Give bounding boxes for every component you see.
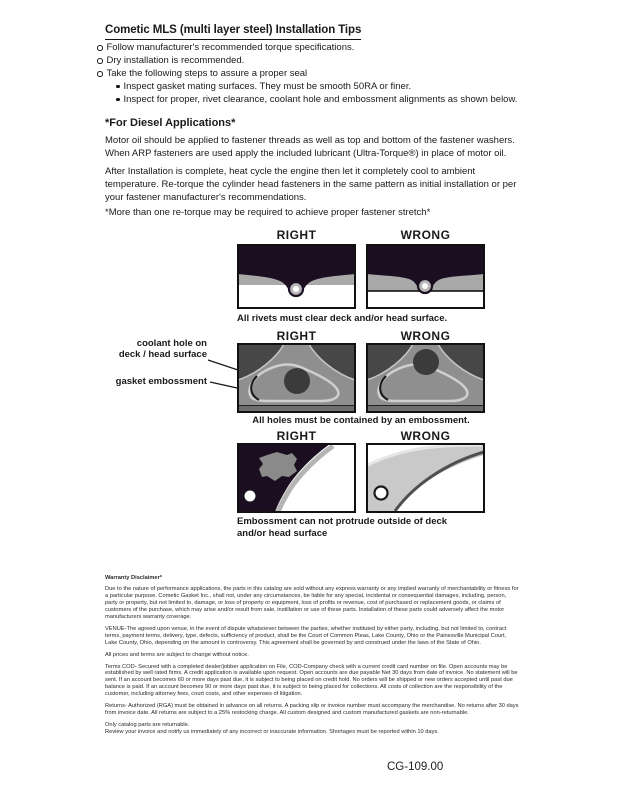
row2-wrong-header: WRONG — [400, 329, 451, 343]
row1-wrong-header: WRONG — [400, 228, 451, 242]
protrusion-wrong-diagram — [366, 443, 485, 513]
bullet-text: Take the following steps to assure a proper seal — [106, 68, 308, 79]
row1-caption: All rivets must clear deck and/or head surface. — [237, 313, 448, 324]
row2-right-header: RIGHT — [276, 329, 317, 343]
caption-line: Embossment can not protrude outside of deck — [237, 516, 448, 527]
page-title: Cometic MLS (multi layer steel) Installation Tips — [105, 24, 361, 40]
bullet-text: Inspect for proper, rivet clearance, coolant hole and embossment alignments as shown below. — [123, 94, 518, 105]
open-bullet-icon — [97, 45, 103, 51]
bullet-text: Inspect gasket mating surfaces. They must be smooth 50RA or finer. — [123, 81, 412, 92]
row3-wrong-header: WRONG — [400, 429, 451, 443]
warranty-body: Due to the nature of performance applications, the parts in this catalog are sold without any express warranty or any implied warranty of merchantability or fitness for a particular purpose. Cometic Gasket Inc., shall not, under any circumstances, be liable for any special, incidental or consequential damages, including, person, party or property, but not limited to, damage, or loss of property or equipment, loss of profits or revenue, cost of purchased or replacement goods, or claims of customers of the purchase, which may arise and/or result from sale, instillation or use of these parts. Installation of these parts could adversely affect the motor manufacturers warranty coverage. — [105, 586, 519, 621]
diesel-paragraph-1: Motor oil should be applied to fastener threads as well as top and bottom of the fastener washers. When ARP fasteners are used apply the included lubricant (Ultra-Torque®) in place of motor oil. — [105, 135, 515, 159]
filled-bullet-icon — [116, 85, 120, 89]
list-item — [97, 54, 537, 67]
review-line: Review your invoice and notify us immediately of any incorrect or inaccurate information. Shortages must be reported within 10 days. — [105, 728, 439, 735]
tips-list — [97, 41, 537, 106]
warranty-heading: Warranty Disclaimer* — [105, 575, 163, 581]
list-item — [97, 41, 537, 54]
terms-cod-paragraph: Terms COD- Secured with a completed dealer/jobber application on File, COD-Company check with a current credit card number on file. Open accounts may be established by well rated firms. A credit application is available upon request. Open accounts are due payable Net 30 days from date of invoice. No statement will be sent. If an account becomes 60 or more days past due, it is subject to being placed on credit hold. No orders will be shipped or new orders accepted until past due balance is paid. If an account becomes 90 or more days past due, it is subject to being placed for collections. All costs of collection are the responsibility of the customer, including attorney fees, court costs, and other expenses of litigation. — [105, 663, 518, 698]
row2-caption: All holes must be contained by an embossment. — [252, 415, 470, 426]
callout-line: deck / head surface — [118, 348, 207, 360]
list-item — [116, 93, 537, 106]
list-item — [97, 67, 537, 80]
coolant-hole-callout — [100, 339, 207, 360]
legal-section — [105, 575, 519, 741]
venue-paragraph: VENUE-The agreed upon venue, in the event of dispute whatsoever between the parties, whether instituted by either party, including, but not limited to, contract terms, payment terms, delivery, type, defects, sufficiency of product, shall be the Court of Common Pleas, Lake County, Ohio or the Painesville Municipal Court, Lake County, Ohio, depending on the amount in controversy. This agreement shall be governed by and construed under the laws of the State of Ohio. — [105, 625, 507, 646]
bullet-text: Dry installation is recommended. — [106, 55, 245, 66]
diesel-paragraph-2: After Installation is complete, heat cycle the engine then let it completely cool to ambient temperature. Re-torque the cylinder head fasteners in the same pattern as initial installation or per your fastener manufacturer's recommendations. — [105, 166, 517, 203]
row3-right-header: RIGHT — [276, 429, 317, 443]
row3-caption — [237, 516, 497, 540]
rivet-right-diagram — [237, 244, 356, 309]
open-bullet-icon — [97, 71, 103, 77]
list-item — [116, 80, 537, 93]
callout-line: coolant hole on — [136, 338, 207, 349]
diesel-heading: *For Diesel Applications* — [105, 117, 236, 129]
filled-bullet-icon — [116, 98, 120, 102]
only-catalog-line: Only catalog parts are returnable. — [105, 721, 190, 728]
returns-paragraph: Returns- Authorized (RGA) must be obtained in advance on all returns. A packing slip or invoice number must accompany the merchandise. No returns after 30 days from invoice date. All returns are subject to a 25% restocking charge. All custom designed and custom manufactured gaskets are non-returnable. — [105, 703, 519, 716]
gasket-embossment-callout: gasket embossment — [115, 376, 207, 387]
embossment-right-diagram — [237, 343, 356, 413]
row1-right-header: RIGHT — [276, 228, 317, 242]
bullet-text: Follow manufacturer's recommended torque specifications. — [106, 42, 355, 53]
page-code: CG-109.00 — [387, 761, 444, 773]
prices-line: All prices and terms are subject to change without notice. — [105, 651, 249, 658]
protrusion-right-diagram — [237, 443, 356, 513]
embossment-wrong-diagram — [366, 343, 485, 413]
caption-line: and/or head surface — [237, 528, 328, 539]
rivet-wrong-diagram — [366, 244, 485, 309]
retorque-note: *More than one re-torque may be required to achieve proper fastener stretch* — [105, 207, 431, 218]
open-bullet-icon — [97, 58, 103, 64]
